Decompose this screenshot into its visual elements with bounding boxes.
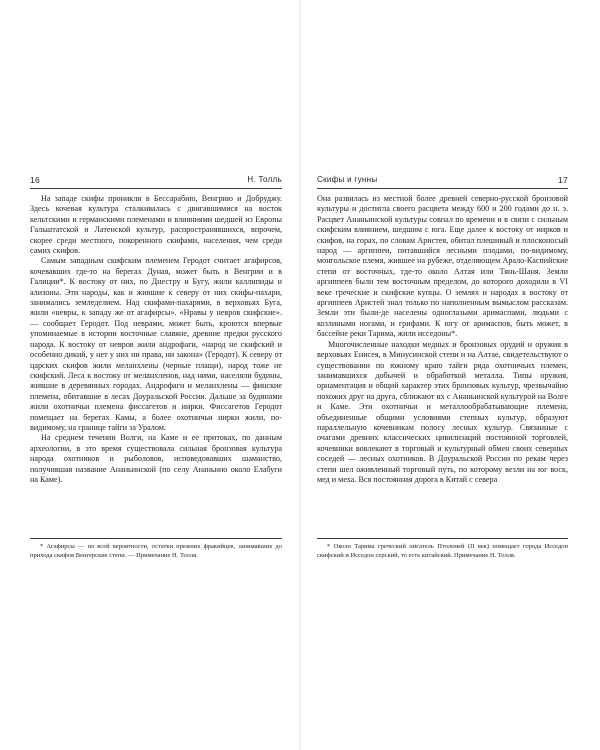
- left-page-number: 16: [30, 175, 41, 185]
- paragraph: На западе скифы проникли в Бессарабию, Венгрию и Добруджу. Здесь кочевая культура сталкивалась с двигавшимися на восток кельтскими и германскими племенами и влияниями шедшей из Европы Гальштатской и Латенской культур, распространявшихся, впрочем, скорее среди местного, покоренного скифами, населения, чем среди самих скифов.: [30, 194, 282, 256]
- right-page-number: 17: [557, 175, 568, 185]
- right-page-body: [317, 194, 568, 485]
- paragraph: Многочисленные находки медных и бронзовых орудий и оружия в верховьях Енисея, в Минусинской степи и на Алтае, свидетельствуют о существовании по южному краю тайги ряда охотничьих племен, занимавшихся добычей и обработкой металла. Типы оружия, орнаментация и общий характер этих бронзовых культур, чрезвычайно похожих друг на друга, сближают их с Ананьинской культурой на Волге и Каме. Эти охотничьи и металлообрабатывающие племена, объединенные общими условиями степных культур, образуют параллельную кочевникам полосу лесных культур. Связанные с очагами древних классических цивилизаций постоянной торговлей, кочевники вовлекают в торговый и культурный обмен своих северных соседей — лесных охотников. В Доуральской России по рекам через степи шел оживленный торговый путь, по которому везли на юг воск, мед и меха. Вся постоянная дорога в Китай с севера: [317, 339, 568, 484]
- left-page-body: [30, 194, 282, 485]
- right-running-head: Скифы и гунны: [317, 175, 378, 184]
- right-page-header: [317, 174, 568, 189]
- left-footnotes: [30, 538, 282, 560]
- paragraph: Самым западным скифским племенем Геродот считает агафирсов, кочевавших где-то на берегах Дуная, может быть в Венгрии и в Галиции*. К востоку от них, по Днестру и Бугу, жили каллипиды и ализоны. Эти народы, как и жившие к северу от них скифы-пахари, занимались земледелием. Над скифами-пахарями, в верховьях Буга, жили «невры, к западу же от агафирсы». «Нравы у невров скифские». — сообщает Геродот. Под неврами, может быть, кроются впервые упоминаемые в истории восточные славяне, древние предки русского народа. К востоку от невров жили андрофаги, «народ не скифский и особенно дикий, у нет у них ни права, ни закона» (Геродот). К северу от царских скифов жили меланхлены (черные плащи), народ тоже не скифский. Леса к востоку от меланхленов, над ними, населяли будины, жившие в деревянных городах. Андрофаги и меланхлены — финские племена, обитавшие в лесах Доуральской России. Дальше за будинами жили охотничьи племена фиссагетов и иирки. Фиссагетов Геродот помещает на берегах Камы, а более охотничьи иирки жили, по-видимому, на границе тайги за Уралом.: [30, 256, 282, 432]
- right-page: [300, 0, 600, 750]
- paragraph: На среднем течении Волги, на Каме и ее притоках, по данным археологии, в это время существовала сильная бронзовая культура народа охотников и рыболовов, исповедовавших шаманство, получившая название Ананьинской (по селу Ананьино около Елабуги на Каме).: [30, 433, 282, 484]
- left-running-head: Н. Толль: [247, 175, 282, 184]
- left-page-header: [30, 174, 282, 189]
- footnote: * Около Тарима греческий писатель Птолемей (II век) помещает города Исседон скифский и Исседон серский, то есть китайский. Примечание Н. Толля.: [317, 543, 568, 559]
- paragraph: Она развилась из местной более древней северно-русской бронзовой культуры и достигла своего расцвета между 600 и 200 годами до н. э. Расцвет Ананьинской культуры совпал по времени и в связи с сильным скифским влиянием, шедшим с юга. Еще далее к востоку от иирков и скифов, на горах, по словам Аристея, обитал плешивый и плосконосый народ — аргиппеи, питавшийся лесными плодами, по-видимому, монгольское племя, жившее на рубеже, отделяющем Арало-Каспийские степи от восточных, где-то около Алтая или Тянь-Шаня. Земли аргиппеев были тем восточным пределом, до которого доходили в VI веке греческие и скифские купцы. О землях и народах к востоку от аргиппеев Аристей знал только по наполненным вымыслом рассказам. Земли эти были-де населены одноглазыми аримаспами, людьми с козлиными ногами, и грифами. К югу от аримаспов, быть может, в бассейне реки Тарима, жили исседоны*.: [317, 194, 568, 339]
- footnote: * Агафирсы — по всей вероятности, остатки прежних фракийцев, занимавших до прихода скифов Венгерские степи. — Примечание Н. Толля.: [30, 543, 282, 559]
- right-footnotes: [317, 538, 568, 560]
